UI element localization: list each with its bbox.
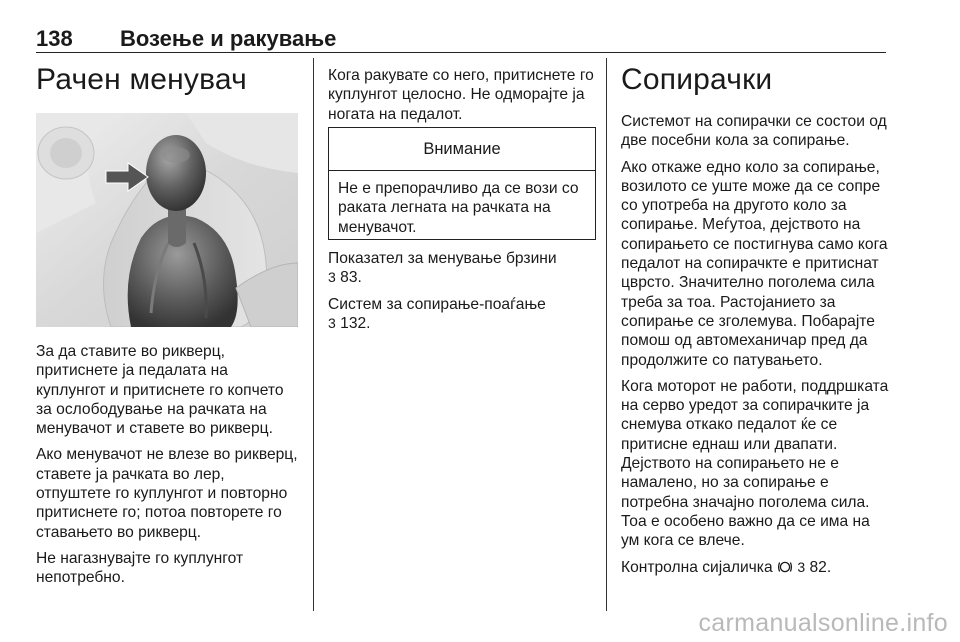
paragraph: Ако откаже едно коло за сопирање, возилото се уште може да се сопре со употреба на другото коло за сопирање. Меѓутоа, дејството на сопирањето се постигнува само кога педалот на сопирачкте е притиснат цврсто. Значително поголема сила треба за тоа. Растојанието за сопирање се зголемува. Побарајте помош од автомеханичар пред да продолжите со патувањето. — [621, 158, 888, 369]
watermark-brand: carmanualsonline.info — [698, 609, 948, 637]
paragraph: Ако менувачот не влезе во рикверц, ставете ја рачката во лер, отпуштете го куплунгот и повторно притиснете го; потоа повторете го ставањето во рикверц. — [36, 446, 298, 541]
reference-label: Систем за сопирање-поаѓање — [328, 295, 546, 313]
control-light-reference — [621, 558, 891, 577]
left-column-text — [36, 342, 301, 595]
page-header — [36, 22, 886, 53]
reference-label: Показател за менување брзини — [328, 250, 557, 267]
middle-column-refs — [328, 249, 596, 340]
column-divider — [606, 58, 607, 611]
paragraph: Кога моторот не работи, поддршката на серво уредот за сопирачките ја снемува откако педалот ќе се притисне еднаш или двапати. Дејството на сопирањето не е намалено, но за сопирање е потребна значајно поголема сила. Тоа е особено важно да се има на ум кога се влече. — [621, 377, 889, 550]
warning-text: Не е препорачливо да се вози со раката легната на рачката на менувачот. — [338, 180, 579, 236]
page-number: 138 — [36, 26, 73, 51]
paragraph: Не нагазнувајте го куплунгот непотребно. — [36, 549, 244, 587]
reference-page[interactable]: 82. — [809, 558, 832, 576]
manual-gearbox-title: Рачен менувач — [36, 63, 247, 96]
right-column-text — [621, 112, 891, 584]
cross-reference — [328, 249, 596, 288]
paragraph: За да ставите во рикверц, притиснете ја педалата на куплунгот и притиснете го копчето за ослободување на рачката на менувачот и ставете во рикверц. — [36, 343, 284, 438]
gear-shift-image — [36, 113, 298, 327]
cross-reference — [328, 295, 596, 334]
reference-arrow: 3 — [797, 558, 806, 575]
reference-arrow: 3 — [328, 314, 336, 331]
reference-page[interactable]: 83. — [340, 269, 362, 287]
warning-title: Внимание — [329, 128, 595, 171]
column-divider — [313, 58, 314, 611]
warning-box — [328, 127, 596, 240]
reference-arrow: 3 — [328, 269, 336, 286]
paragraph: Системот на сопирачки се состои од две посебни кола за сопирање. — [621, 113, 887, 150]
section-title: Возење и ракување — [120, 26, 337, 51]
paragraph: Кога ракувате со него, притиснете го куплунгот целосно. Не одморајте ја ногата на педалот. — [328, 67, 594, 123]
brakes-title: Сопирачки — [621, 63, 773, 96]
control-light-label: Контролна сијаличка — [621, 558, 773, 576]
brake-warning-icon — [777, 560, 793, 574]
middle-column-intro — [328, 66, 596, 131]
reference-page[interactable]: 132. — [340, 314, 371, 332]
gear-shift-illustration — [36, 113, 298, 327]
